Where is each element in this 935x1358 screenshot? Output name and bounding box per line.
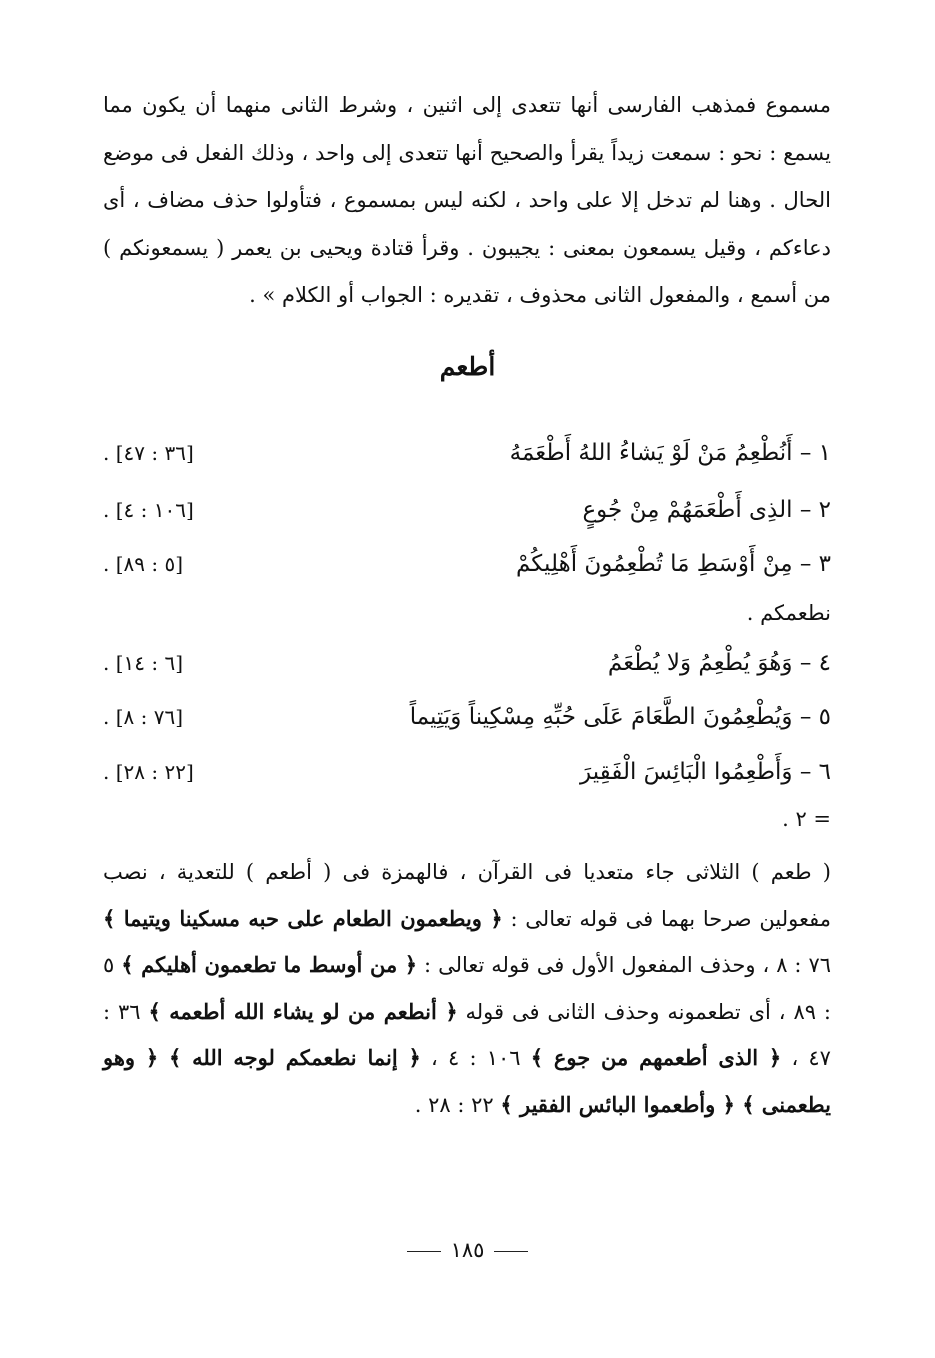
verse-row	[103, 490, 831, 530]
page-number: ١٨٥	[450, 1238, 485, 1262]
commentary-text: ١٠٦ : ٤ ،	[420, 1046, 531, 1070]
verse-text: ٥ – وَيُطْعِمُونَ الطَّعَامَ عَلَى حُبِّهِ مِسْكِيناً وَيَتِيماً	[409, 704, 831, 730]
verse-row	[103, 697, 831, 737]
verse-row	[103, 752, 831, 792]
quran-quote: ﴿ إنما نطعمكم لوجه الله ﴾ ﴿ وهو يطعمنى ﴾ ﴿ وأطعموا البائس الفقير ﴾	[103, 1045, 831, 1117]
commentary-text: ٧٦ : ٨ ، وحذف المفعول الأول فى قوله تعالى :	[417, 953, 831, 977]
intro-paragraph: مسموع فمذهب الفارسى أنها تتعدى إلى اثنين ، وشرط الثانى منهما أن يكون مما يسمع : نحو : سمعت زيداً يقرأ والصحيح أنها تتعدى إلى واحد ، وذلك الفعل فى موضع الحال . وهنا لم تدخل إلا على واحد ، لكنه ليس بمسموع ، فتأولوا حذف مضاف ، أى دعاءكم ، وقيل يسمعون بمعنى : يجيبون . وقرأ قتادة ويحيى بن يعمر ( يسمعونكم ) من أسمع ، والمفعول الثانى محذوف ، تقديره : الجواب أو الكلام » .	[103, 93, 831, 307]
verse-text: ٢ – الذِى أَطْعَمَهُمْ مِنْ جُوعٍ	[582, 497, 831, 523]
verse-reference: [٧٦ : ٨] .	[103, 705, 184, 729]
verse-row	[103, 643, 831, 683]
verse-row	[103, 433, 831, 473]
commentary-text: ( طعم ) الثلاثى جاء متعديا فى القرآن ، فالهمزة فى ( أطعم ) للتعدية ، نصب مفعولين صرحا بهما فى قوله تعالى :	[103, 860, 831, 931]
verse-reference: [٢٢ : ٢٨] .	[103, 760, 194, 784]
equals-note: = ٢ .	[782, 807, 831, 831]
commentary-text: ٥ : ٨٩ ، أى تطعمونه وحذف الثانى فى قوله	[103, 953, 831, 1024]
verse-reference: [٥ : ٨٩] .	[103, 552, 184, 576]
verse-text: ١ – أَنُطْعِمُ مَنْ لَوْ يَشاءُ اللهُ أَطْعَمَهُ	[509, 440, 831, 466]
commentary-text: ٢٢ : ٢٨ .	[414, 1092, 501, 1117]
verse-reference: [٣٦ : ٤٧] .	[103, 441, 194, 465]
section-heading: أطعم	[439, 352, 496, 381]
commentary-text: ٣٦ : ٤٧ ،	[103, 999, 831, 1070]
verse-continuation: نطعمكم .	[746, 601, 831, 625]
page-number-footer	[0, 1230, 935, 1270]
verse-row	[103, 544, 831, 584]
quran-quote: ﴿ أنطعم من لو يشاء الله أطعمه ﴾	[148, 998, 458, 1024]
page-number-dash	[494, 1251, 528, 1252]
quran-quote: ﴿ ويطعمون الطعام على حبه مسكينا ويتيما ﴾	[103, 905, 503, 931]
verse-text: ٣ – مِنْ أَوْسَطِ مَا تُطْعِمُونَ أَهْلِيكُمْ	[516, 551, 831, 577]
verse-text: ٦ – وَأَطْعِمُوا الْبَائِسَ الْفَقِيرَ	[580, 759, 831, 785]
quran-quote: ﴿ من أوسط ما تطعمون أهليكم ﴾	[121, 952, 418, 977]
quran-quote: ﴿ الذى أطعمهم من جوع ﴾	[530, 1045, 782, 1070]
commentary-paragraph	[103, 850, 831, 1128]
verse-reference: [٦ : ١٤] .	[103, 651, 184, 675]
verse-text: ٤ – وَهُوَ يُطْعِمُ وَلا يُطْعَمُ	[607, 650, 831, 676]
page-number-dash	[407, 1251, 441, 1252]
verse-reference: [١٠٦ : ٤] .	[103, 498, 194, 522]
